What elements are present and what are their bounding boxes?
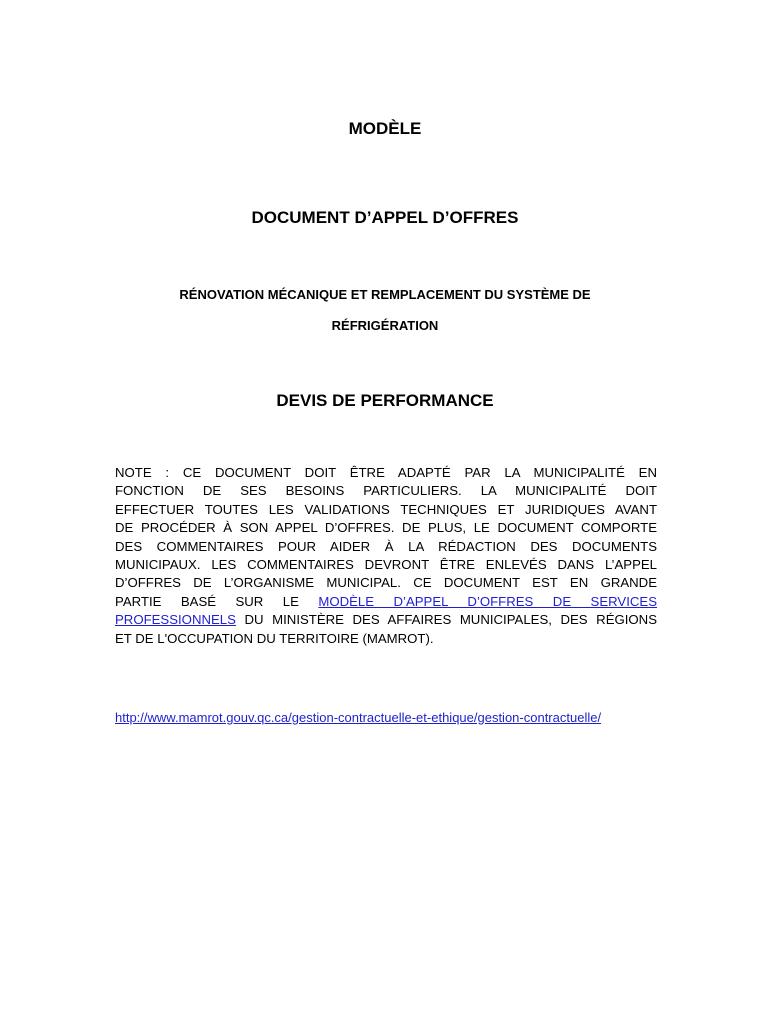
note-line: NOTE : CE DOCUMENT DOIT ÊTRE ADAPTÉ PAR LA MUNICIPALITÉ EN [115, 465, 657, 480]
model-link-part1[interactable]: MODÈLE D’APPEL D’OFFRES DE SERVICES [318, 593, 658, 609]
project-subtitle-line1: RÉNOVATION MÉCANIQUE ET REMPLACEMENT DU SYSTÈME DE [179, 287, 591, 302]
project-subtitle-line2: RÉFRIGÉRATION [331, 318, 439, 333]
note-line8-prefix: PARTIE BASÉ SUR LE [115, 593, 299, 609]
note-line: EFFECTUER TOUTES LES VALIDATIONS TECHNIQUES ET JURIDIQUES AVANT [115, 501, 657, 517]
note-paragraph [115, 464, 657, 648]
note-line9-suffix: DU MINISTÈRE DES AFFAIRES MUNICIPALES, DES RÉGIONS [244, 612, 658, 628]
document-title: DOCUMENT D’APPEL D’OFFRES [251, 208, 519, 227]
note-line: DE PROCÉDER À SON APPEL D’OFFRES. DE PLUS, LE DOCUMENT COMPORTE [115, 520, 657, 536]
reference-url-link[interactable]: http://www.mamrot.gouv.qc.ca/gestion-contractuelle-et-ethique/gestion-contractuelle/ [115, 710, 602, 725]
note-line [115, 593, 657, 611]
note-line: ET DE L'OCCUPATION DU TERRITOIRE (MAMROT). [115, 630, 434, 646]
section-title: DEVIS DE PERFORMANCE [276, 391, 494, 410]
model-link-part2[interactable]: PROFESSIONNELS [115, 612, 236, 628]
note-line: MUNICIPAUX. LES COMMENTAIRES DEVRONT ÊTRE ENLEVÉS DANS L’APPEL [115, 557, 657, 573]
note-line: FONCTION DE SES BESOINS PARTICULIERS. LA MUNICIPALITÉ DOIT [115, 483, 657, 499]
reference-url-container [115, 710, 601, 725]
note-line: DES COMMENTAIRES POUR AIDER À LA RÉDACTION DES DOCUMENTS [115, 538, 657, 554]
document-label: MODÈLE [348, 119, 422, 138]
note-line [115, 611, 657, 629]
note-line: D’OFFRES DE L’ORGANISME MUNICIPAL. CE DOCUMENT EST EN GRANDE [115, 575, 657, 591]
